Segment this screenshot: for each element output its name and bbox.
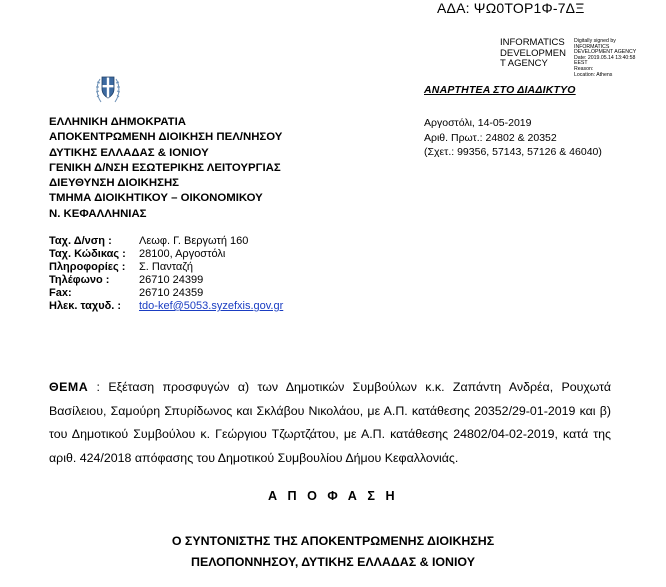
subject-paragraph [49,376,611,470]
coordinator-line: ΠΕΛΟΠΟΝΝΗΣΟΥ, ΔΥΤΙΚΗΣ ΕΛΛΑΔΑΣ & ΙΟΝΙΟΥ [191,555,475,569]
contact-row-phone [49,274,283,287]
contact-value: Λεωφ. Γ. Βεργωτή 160 [139,235,249,247]
issuer-line: ΕΛΛΗΝΙΚΗ ΔΗΜΟΚΡΑΤΙΑ [49,116,186,128]
signature-details [574,39,636,78]
contact-row-email [49,300,283,313]
contact-label: Τηλέφωνο : [49,274,110,286]
document-meta [424,116,602,160]
issuer-block [49,115,282,222]
coordinator-line: Ο ΣΥΝΤΟΝΙΣΤΗΣ ΤΗΣ ΑΠΟΚΕΝΤΡΩΜΕΝΗΣ ΔΙΟΙΚΗΣΗΣ [171,534,495,548]
issuer-line: ΔΥΤΙΚΗΣ ΕΛΛΑΔΑΣ & ΙΟΝΙΟΥ [49,146,209,159]
greek-coat-of-arms-icon [96,73,120,108]
subject-text: : Εξέταση προσφυγών α) των Δημοτικών Συμβούλων κ.κ. Ζαπάντη Ανδρέα, Ρουχωτά Βασίλειου, Σαμούρη Σπυρίδωνος και Σκλάβου Νικολάου, με Α.Π. κατάθεσης 20352/29-01-2019 και β) του Δημοτικού Συμβούλου κ. Γεώργιου Τζωρτζάτου, με Α.Π. κατάθεσης 24802/04-02-2019, κατά της αριθ. 424/2018 απόφασης του Δημοτικού Συμβουλίου Δήμου Κεφαλλονιάς. [49,380,611,465]
contact-label: Ηλεκ. ταχυδ. : [49,300,122,312]
digital-signature-block [500,38,636,78]
issuer-line: Ν. ΚΕΦΑΛΛΗΝΙΑΣ [49,207,147,220]
signature-detail-line: Digitally signed by [574,38,616,44]
contact-value: 28100, Αργοστόλι [139,248,226,260]
issuer-line: ΔΙΕΥΘΥΝΣΗ ΔΙΟΙΚΗΣΗΣ [49,177,180,190]
signature-detail-line: Location: Athens [574,71,613,78]
signature-detail-line: DEVELOPMENT AGENCY [574,49,637,56]
signature-detail-line: Reason: [574,65,594,72]
issuer-line: ΓΕΝΙΚΗ Δ/ΝΣΗ ΕΣΩΤΕΡΙΚΗΣ ΛΕΙΤΟΥΡΓΙΑΣ [49,161,281,174]
contact-row-address [49,235,283,248]
email-link[interactable]: tdo-kef@5053.syzefxis.gov.gr [139,300,284,312]
signer-name: INFORMATICS DEVELOPMEN T AGENCY [500,37,566,69]
contact-row-info [49,261,283,274]
contact-label: Πληροφορίες : [49,261,126,273]
signature-detail-line: INFORMATICS [574,43,610,50]
contact-row-postcode [49,248,283,261]
contact-value: 26710 24399 [139,274,204,286]
document-date: Αργοστόλι, 14-05-2019 [424,117,532,129]
posted-online-notice: ΑΝΑΡΤΗΤΕΑ ΣΤΟ ΔΙΑΔΙΚΤΥΟ [424,84,576,96]
contact-label: Ταχ. Δ/νση : [49,235,112,247]
contact-row-fax [49,287,283,300]
coordinator-heading [0,531,666,573]
signature-detail-line: EEST [574,60,588,67]
contact-label: Ταχ. Κώδικας : [49,248,126,260]
contact-block [49,235,283,313]
contact-value: 26710 24359 [139,287,204,299]
contact-label: Fax: [49,287,72,299]
signature-detail-line: Date: 2019.05.14 13:40:58 [574,54,636,61]
issuer-line: ΤΜΗΜΑ ΔΙΟΙΚΗΤΙΚΟΥ – ΟΙΚΟΝΟΜΙΚΟΥ [49,192,263,205]
contact-value: Σ. Πανταζή [139,261,194,273]
decision-title: Α Π Ο Φ Α Σ Η [267,489,399,503]
related-references: (Σχετ.: 99356, 57143, 57126 & 46040) [424,146,602,158]
issuer-line: ΑΠΟΚΕΝΤΡΩΜΕΝΗ ΔΙΟΙΚΗΣΗ ΠΕΛ/ΝΗΣΟΥ [49,131,283,144]
subject-label: ΘΕΜΑ [49,380,89,394]
protocol-number: Αριθ. Πρωτ.: 24802 & 20352 [424,131,557,144]
ada-code: ΑΔΑ: ΨΩ0ΤΟΡ1Φ-7ΔΞ [437,0,585,16]
